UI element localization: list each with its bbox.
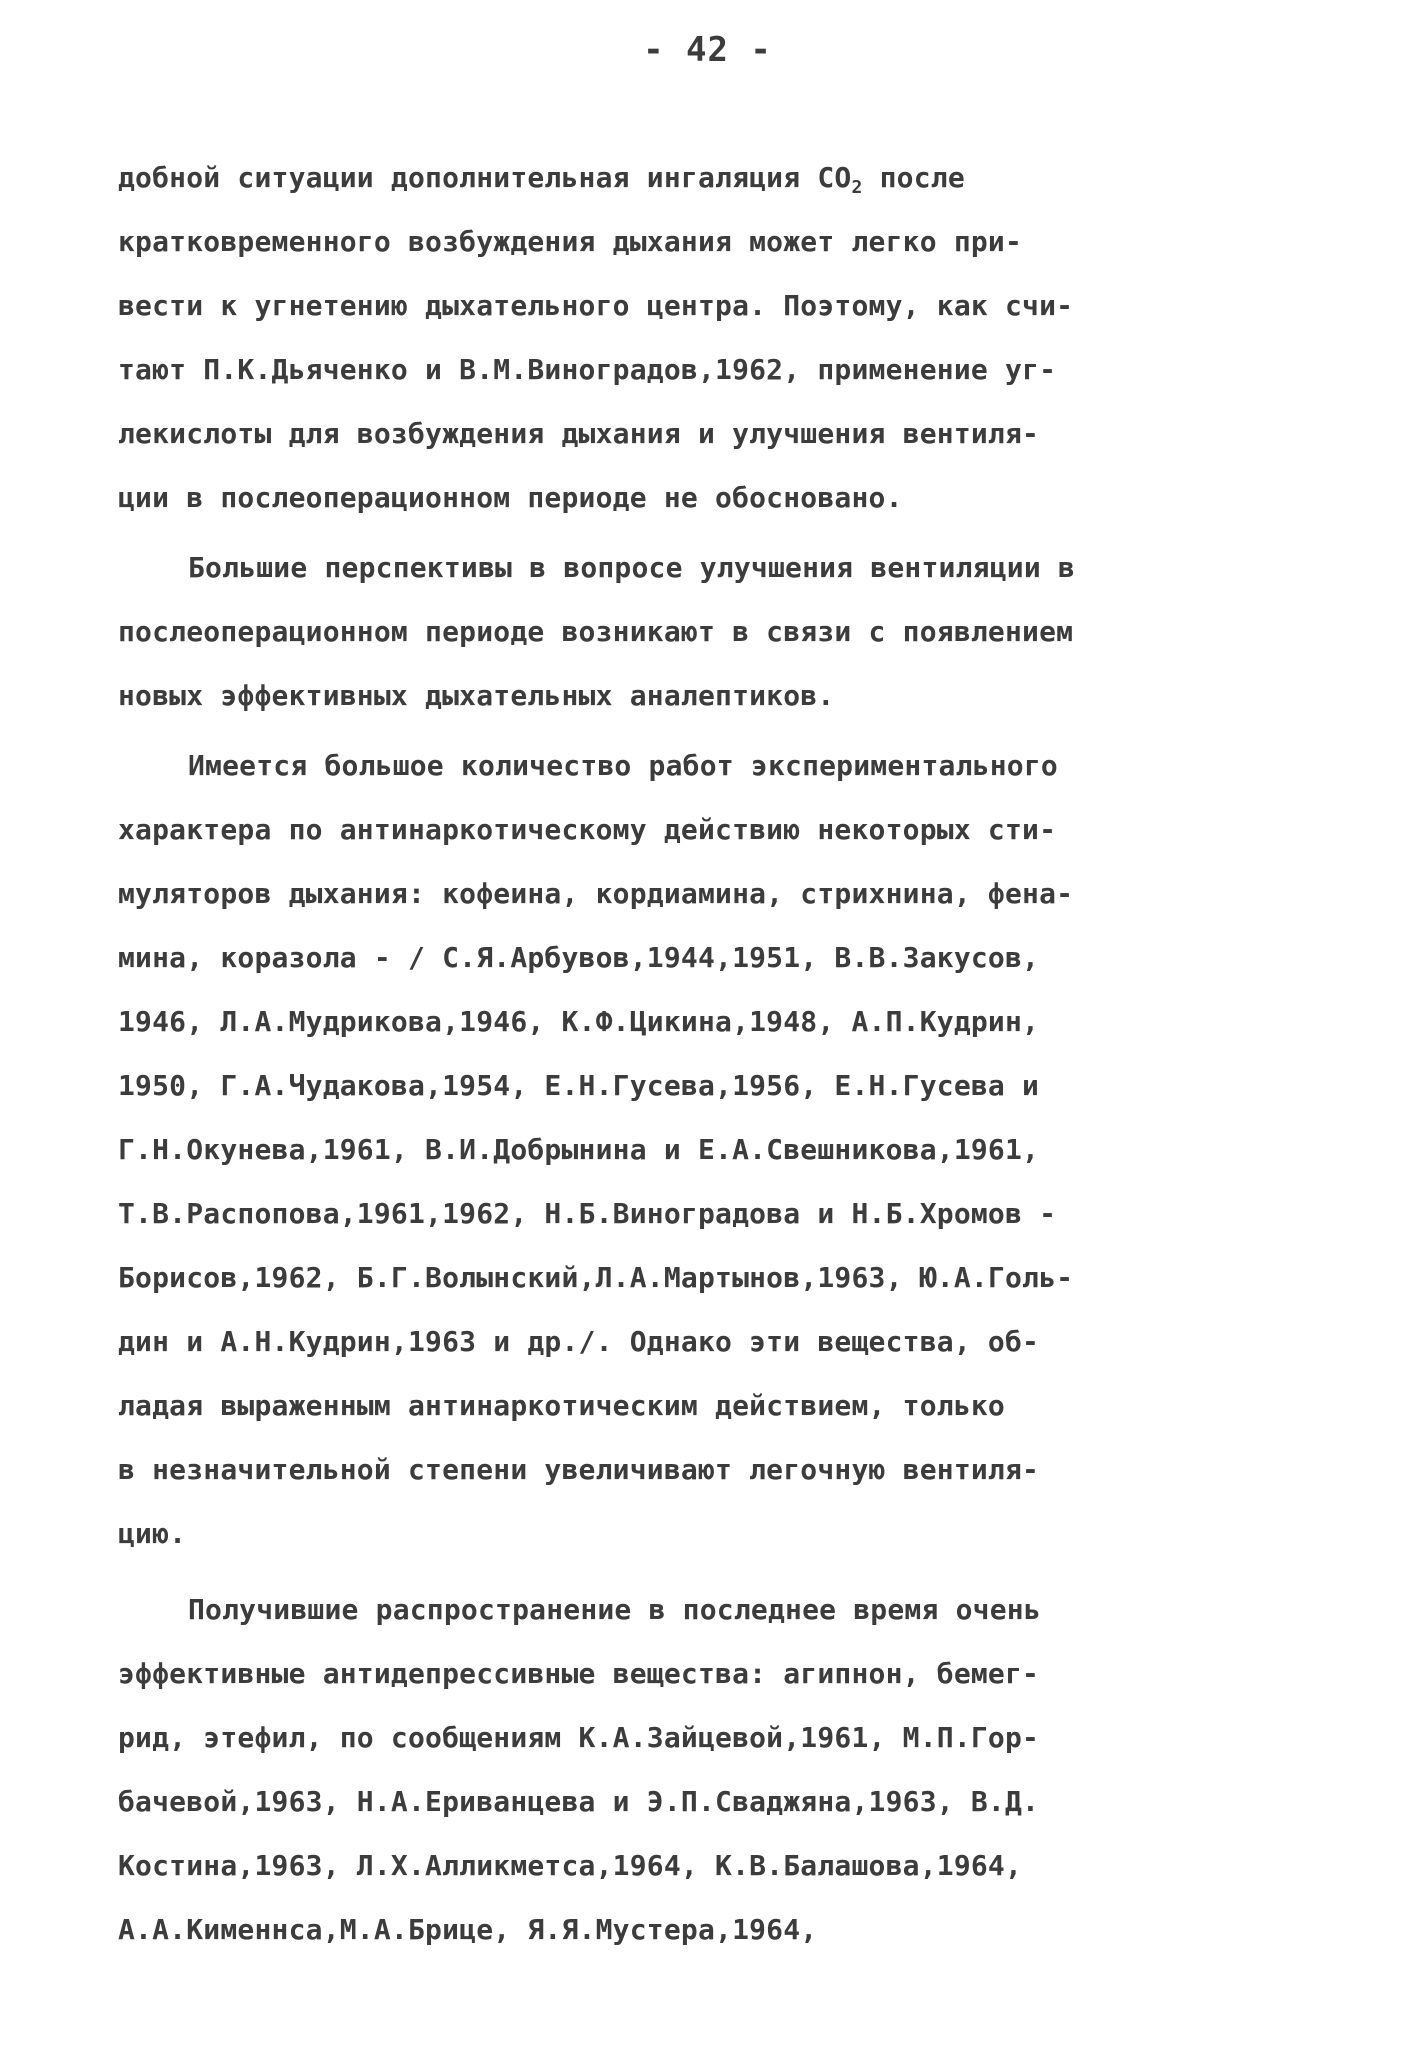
text-line: Большие перспективы в вопросе улучшения вентиляции в	[188, 551, 1075, 584]
text-line: Получившие распространение в последнее время очень	[188, 1593, 1041, 1626]
text-line: вести к угнетению дыхательного центра. Поэтому, как счи-	[118, 289, 1074, 322]
text-line: характера по антинаркотическому действию некоторых сти-	[118, 813, 1057, 846]
text-line: Т.В.Распопова,1961,1962, Н.Б.Виноградова и Н.Б.Хромов -	[118, 1197, 1057, 1230]
text-line: в незначительной степени увеличивают легочную вентиля-	[118, 1453, 1040, 1486]
text-line: дин и А.Н.Кудрин,1963 и др./. Однако эти вещества, об-	[118, 1325, 1040, 1358]
text-line-content: добной ситуации дополнительная ингаляция СО	[118, 161, 852, 194]
text-line: ции в послеоперационном периоде не обосновано.	[118, 481, 903, 514]
text-line: Борисов,1962, Б.Г.Волынский,Л.А.Мартынов,1963, Ю.А.Голь-	[118, 1261, 1074, 1294]
text-line: новых эффективных дыхательных аналептиков.	[118, 679, 835, 712]
text-line: 1950, Г.А.Чудакова,1954, Е.Н.Гусева,1956, Е.Н.Гусева и	[118, 1069, 1040, 1102]
text-line: рид, этефил, по сообщениям К.А.Зайцевой,1961, М.П.Гор-	[118, 1721, 1040, 1754]
text-line: бачевой,1963, Н.А.Ериванцева и Э.П.Сваджяна,1963, В.Д.	[118, 1785, 1040, 1818]
page-number: - 42 -	[643, 30, 772, 70]
text-line: 1946, Л.А.Мудрикова,1946, К.Ф.Цикина,1948, А.П.Кудрин,	[118, 1005, 1040, 1038]
text-line: послеоперационном периоде возникают в связи с появлением	[118, 615, 1074, 648]
text-line: мина, коразола - / С.Я.Арбувов,1944,1951, В.В.Закусов,	[118, 941, 1040, 974]
text-line: эффективные антидепрессивные вещества: агипнон, бемег-	[118, 1657, 1040, 1690]
text-line: Костина,1963, Л.Х.Алликметса,1964, К.В.Балашова,1964,	[118, 1849, 1023, 1882]
text-line: кратковременного возбуждения дыхания может легко при-	[118, 225, 1023, 258]
text-line: муляторов дыхания: кофеина, кордиамина, стрихнина, фена-	[118, 877, 1074, 910]
text-line: А.А.Кименнса,М.А.Брице, Я.Я.Мустера,1964,	[118, 1913, 818, 1946]
text-line	[118, 158, 965, 208]
text-line: цию.	[118, 1517, 187, 1550]
text-line-tail: после	[862, 161, 965, 194]
subscript: 2	[851, 177, 863, 198]
text-line: ладая выраженным антинаркотическим действием, только	[118, 1389, 1005, 1422]
text-line: Г.Н.Окунева,1961, В.И.Добрынина и Е.А.Свешникова,1961,	[118, 1133, 1040, 1166]
text-line: Имеется большое количество работ экспериментального	[188, 749, 1058, 782]
text-line: тают П.К.Дьяченко и В.М.Виноградов,1962, применение уг-	[118, 353, 1057, 386]
text-line: лекислоты для возбуждения дыхания и улучшения вентиля-	[118, 417, 1040, 450]
